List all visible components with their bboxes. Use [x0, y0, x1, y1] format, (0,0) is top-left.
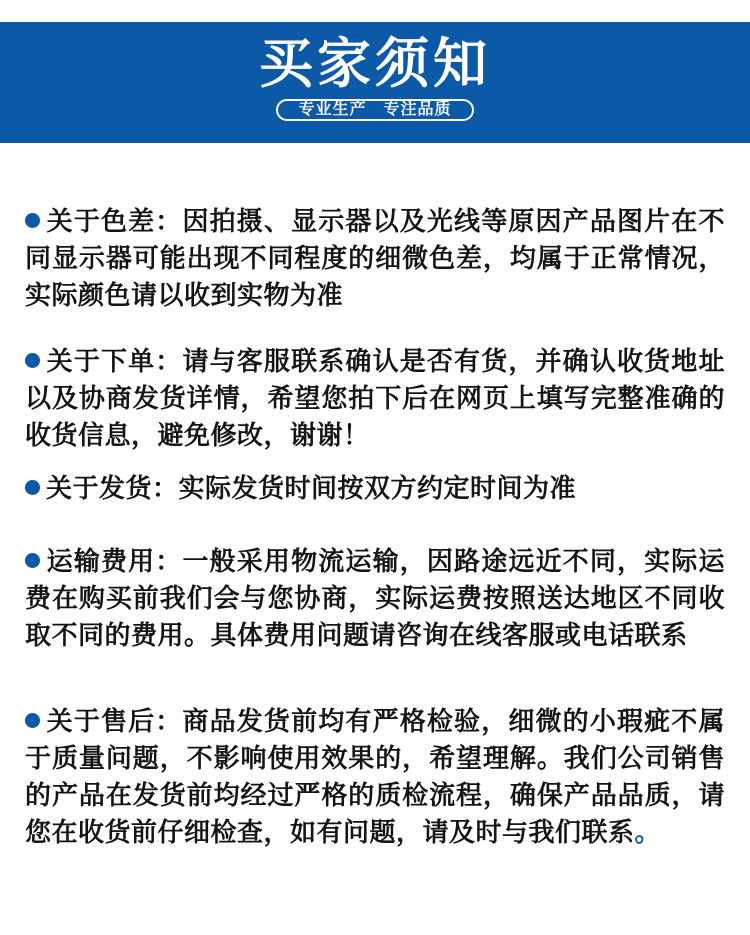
- notice-text: 商品发货前均有严格检验，细微的小瑕疵不属于质量问题，不影响使用效果的，希望理解。我们公司销售的产品在发货前均经过严格的质检流程，确保产品品质，请您在收货前仔细检查，如有问题，请及时与我们联系: [25, 706, 725, 847]
- bullet-dot-icon: [25, 480, 40, 495]
- notice-label: 运输费用：: [46, 546, 183, 576]
- notice-text: 实际发货时间按双方约定时间为准: [178, 473, 577, 503]
- bullet-dot-icon: [25, 553, 40, 568]
- notice-label: 关于发货：: [46, 473, 179, 503]
- notice-item-transport-fee: [25, 543, 725, 654]
- bullet-dot-icon: [25, 213, 40, 228]
- quality-badge-label: 专业生产 专注品质: [298, 101, 452, 118]
- header-banner: [0, 22, 750, 143]
- notice-item-color-difference: [25, 203, 725, 314]
- notice-label: 关于色差：: [46, 206, 183, 236]
- notice-item-shipping: [25, 470, 725, 507]
- bullet-dot-icon: [25, 353, 40, 368]
- notice-label: 关于售后：: [46, 706, 183, 736]
- notice-text: 一般采用物流运输，因路途远近不同，实际运费在购买前我们会与您协商，实际运费按照送达地区不同收取不同的费用。具体费用问题请咨询在线客服或电话联系: [25, 546, 725, 650]
- notice-text: 请与客服联系确认是否有货，并确认收货地址以及协商发货详情，希望您拍下后在网页上填写完整准确的收货信息，避免修改，谢谢！: [25, 346, 725, 450]
- notice-suffix: 。: [634, 817, 662, 847]
- notice-list: [0, 203, 750, 851]
- quality-badge: [276, 99, 473, 121]
- top-margin-strip: [0, 0, 750, 22]
- notice-text: 因拍摄、显示器以及光线等原因产品图片在不同显示器可能出现不同程度的细微色差，均属于正常情况，实际颜色请以收到实物为准: [25, 206, 725, 310]
- notice-item-ordering: [25, 343, 725, 454]
- notice-label: 关于下单：: [46, 346, 183, 376]
- page-title: 买家须知: [259, 34, 491, 94]
- notice-item-after-sales: [25, 703, 725, 851]
- bullet-dot-icon: [25, 713, 40, 728]
